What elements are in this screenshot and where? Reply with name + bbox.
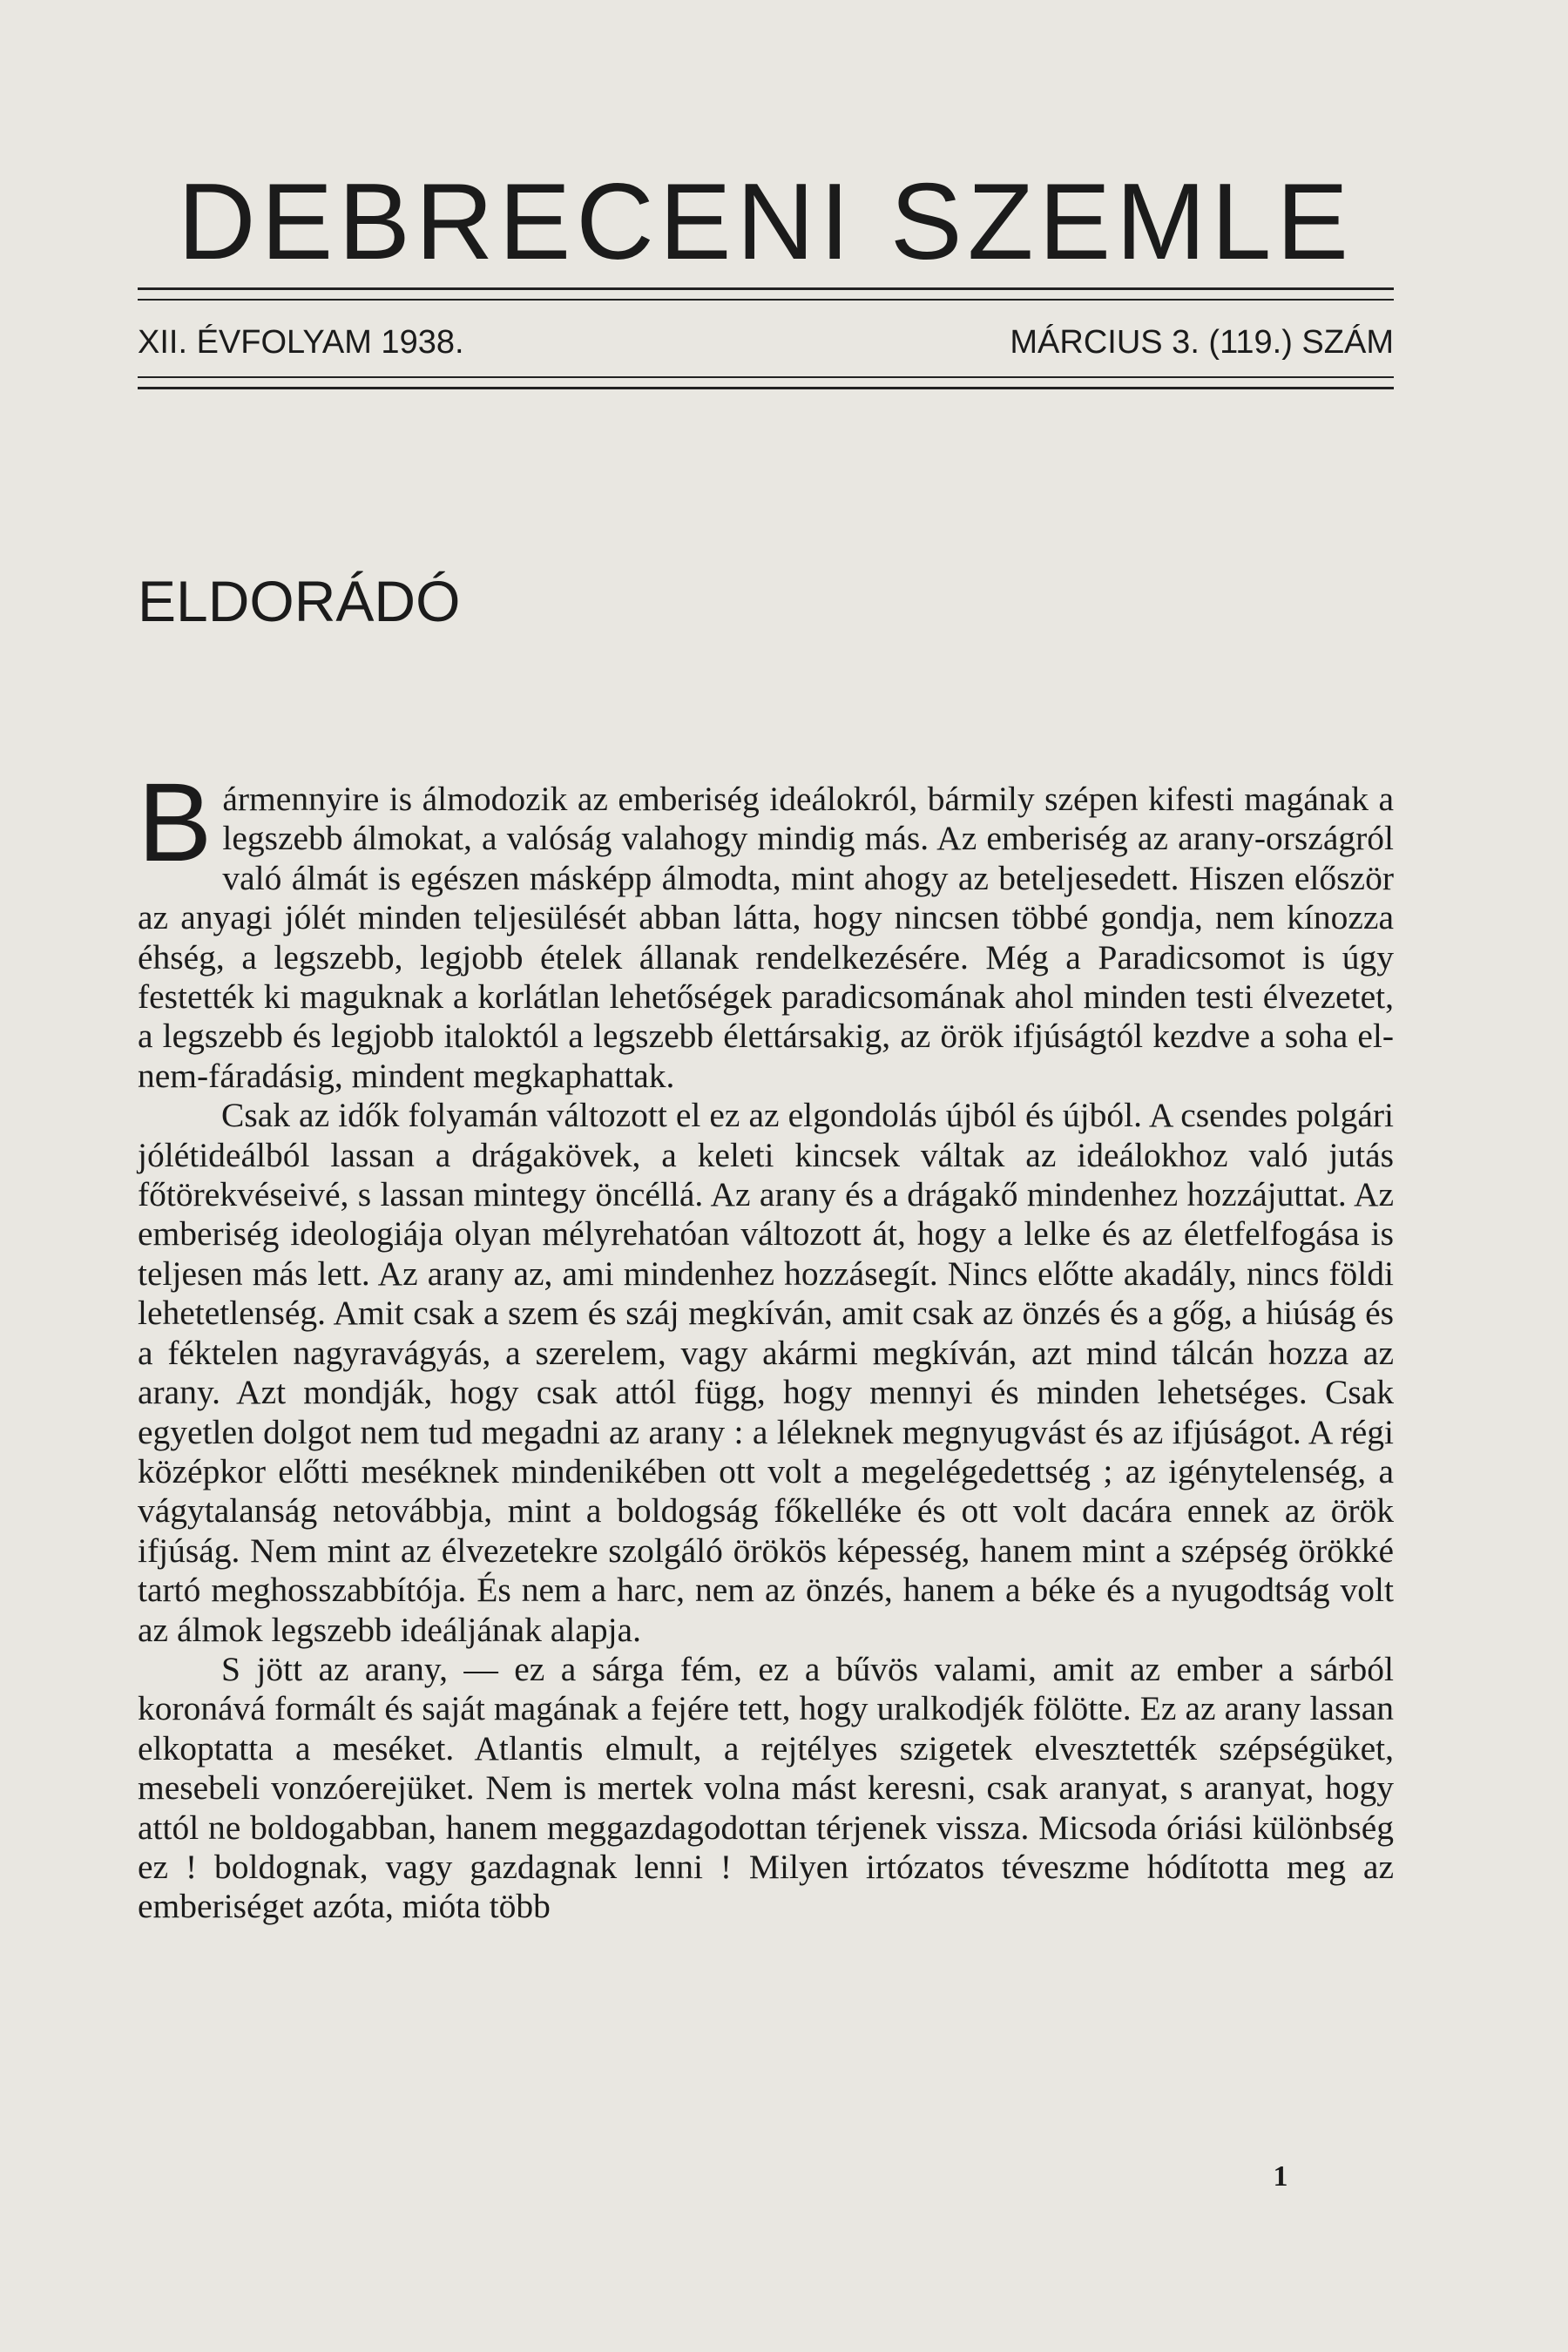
- paragraph-1: [138, 760, 1394, 1096]
- article-body: [138, 760, 1394, 1927]
- header-rule-bottom: [138, 387, 1394, 389]
- issue-label: MÁRCIUS 3. (119.) SZÁM: [1010, 324, 1394, 361]
- journal-title: DEBRECENI SZEMLE: [177, 162, 1355, 282]
- drop-cap: B: [138, 760, 213, 885]
- page-number: 1: [1273, 2160, 1288, 2193]
- paragraph-2: Csak az idők folyamán változott el ez az elgondolás újból és újból. A csendes polgári jólétideálból lassan a drágakövek, a keleti kincsek váltak az ideálokhoz való jutás főtörekvéseivé, s lassan mintegy öncéllá. Az arany és a drágakő mindenhez hozzájuttat. Az emberiség ideologiája olyan mélyrehatóan változott át, hogy a lelke és az életfelfogása is teljesen más lett. Az arany az, ami mindenhez hozzásegít. Nincs előtte akadály, nincs földi lehetetlenség. Amit csak a szem és száj megkíván, amit csak az önzés és a gőg, a hiúság és a féktelen nagyravágyás, a szerelem, vagy akármi megkíván, azt mind tálcán hozza az arany. Azt mondják, hogy csak attól függ, hogy mennyi és minden lehetséges. Csak egyetlen dolgot nem tud megadni az arany : a léleknek megnyugvást és az ifjúságot. A régi középkor előtti meséknek mindenikében ott volt a megelégedettség ; az igénytelenség, a vágytalanság netovábbja, mint a boldogság főkelléke és ott volt dacára ennek az örök ifjúság. Nem mint az élvezetekre szolgáló örökös képesség, hanem mint a szépség örökké tartó meghosszabbítója. És nem a harc, nem az önzés, hanem a béke és a nyugodtság volt az álmok legszebb ideáljának alapja.: [138, 1096, 1394, 1649]
- paragraph-1-text: ármennyire is álmodozik az emberiség ideálokról, bármily szépen kifesti magának a legszebb álmokat, a valóság valahogy mindig más. Az emberiség az arany-országról való álmát is egészen másképp álmodta, mint ahogy az beteljesedett. Hiszen először az anyagi jólét minden teljesülését abban látta, hogy nincsen többé gondja, nem kínozza éhség, a legszebb, legjobb ételek állanak rendelkezésére. Még a Paradicsomot is úgy festették ki maguknak a korlátlan lehetőségek paradicsomának ahol minden testi élvezetet, a legszebb és legjobb italoktól a legszebb élettársakig, az örök ifjúságtól kezdve a soha el-nem-fáradásig, mindent megkaphattak.: [138, 780, 1394, 1095]
- issue-info-row: [138, 321, 1394, 364]
- paragraph-3: S jött az arany, — ez a sárga fém, ez a bűvös valami, amit az ember a sárból koronává formált és saját magának a fejére tett, hogy uralkodjék fölötte. Ez az arany lassan elkoptatta a meséket. Atlantis elmult, a rejtélyes szigetek elvesztették szépségüket, mesebeli vonzóerejüket. Nem is mertek volna mást keresni, csak aranyat, s aranyat, hogy attól ne boldogabban, hanem meggazdagodottan térjenek vissza. Micsoda óriási különbség ez ! boldognak, vagy gazdagnak lenni ! Milyen irtózatos téveszme hódította meg az emberiséget azóta, mióta több: [138, 1649, 1394, 1926]
- article-title: ELDORÁDÓ: [138, 569, 461, 633]
- header-rule-top: [138, 287, 1394, 290]
- header-rule-top-thin: [138, 299, 1394, 301]
- volume-label: XII. ÉVFOLYAM 1938.: [138, 324, 464, 361]
- header-rule-bottom-thin: [138, 376, 1394, 378]
